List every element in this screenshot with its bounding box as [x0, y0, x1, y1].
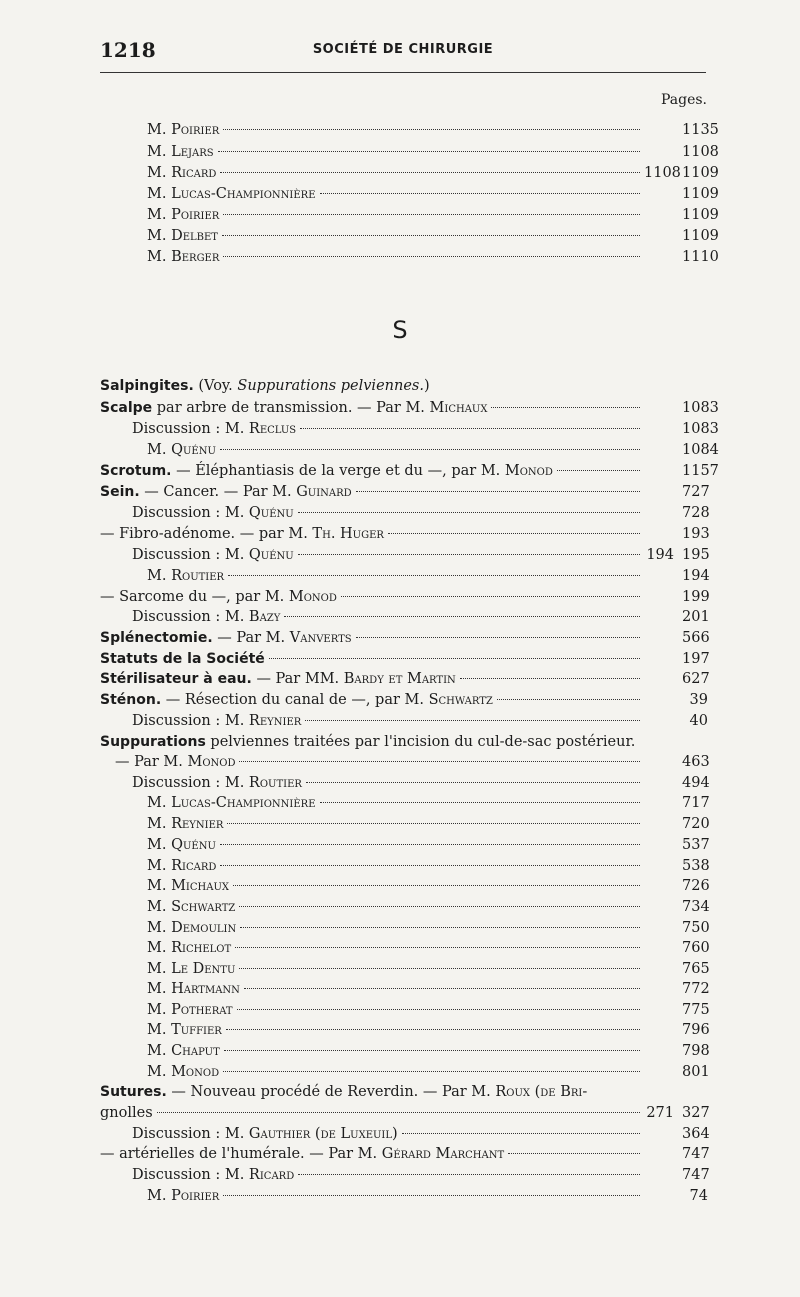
index-entry	[100, 628, 708, 648]
entry-text	[100, 649, 265, 669]
dot-leader	[508, 1153, 640, 1154]
page-ref: 193	[682, 526, 710, 542]
index-entry	[147, 163, 719, 183]
page-references	[644, 752, 708, 772]
entry-text	[147, 1186, 219, 1206]
page-references	[644, 1165, 708, 1185]
page-references	[644, 205, 719, 225]
entry-body: M. Le Dentu	[147, 961, 236, 977]
dot-leader	[237, 1009, 640, 1010]
dot-leader	[320, 193, 641, 194]
dot-leader	[220, 172, 640, 173]
page-references	[644, 419, 719, 439]
entry-body: (Voy.	[193, 378, 238, 394]
index-entry	[100, 376, 708, 396]
page-references	[644, 1186, 708, 1206]
entry-body: — Résection du canal de —, par M. Schwartz	[161, 692, 493, 708]
index-entry	[147, 835, 708, 855]
index-entry	[100, 524, 708, 544]
index-entry	[147, 1000, 708, 1020]
dot-leader	[222, 235, 640, 236]
entry-text	[147, 1062, 219, 1082]
entry-text	[132, 1165, 294, 1185]
page-references	[644, 814, 708, 834]
page-header	[100, 38, 706, 64]
entry-text	[147, 959, 235, 979]
page-ref: 1083	[682, 400, 719, 416]
header-rule	[100, 72, 706, 73]
page-references	[644, 566, 708, 586]
entry-text	[115, 752, 235, 772]
entry-body: M. Ricard	[147, 165, 217, 181]
entry-text	[147, 793, 316, 813]
page-references	[644, 979, 708, 999]
page-ref: 1109	[682, 228, 719, 244]
entry-body: Discussion : M. Reynier	[132, 713, 302, 729]
index-entry	[132, 419, 719, 439]
page-ref: 40	[689, 713, 708, 729]
entry-body: M. Potherat	[147, 1002, 233, 1018]
dot-leader	[491, 407, 640, 408]
dot-leader	[244, 988, 640, 989]
entry-body: M. Delbet	[147, 228, 218, 244]
page-ref: 747	[682, 1167, 710, 1183]
entry-heading: Splénectomie.	[100, 630, 213, 646]
entry-body: — Par M. Vanverts	[212, 630, 352, 646]
index-entry	[100, 690, 708, 710]
entry-text	[132, 1124, 398, 1144]
index-entry	[147, 938, 708, 958]
entry-text	[147, 918, 236, 938]
entry-text	[147, 1041, 220, 1061]
page-references	[644, 163, 719, 183]
dot-leader	[306, 782, 640, 783]
entry-body: M. Poirier	[147, 1188, 220, 1204]
pages-column-label: Pages.	[660, 92, 707, 108]
entry-body: gnolles	[100, 1105, 153, 1121]
page-ref-first: 271	[646, 1105, 674, 1121]
page-ref: 801	[682, 1064, 710, 1080]
page-references	[644, 773, 708, 793]
entry-text	[100, 376, 430, 396]
index-entry	[147, 1062, 708, 1082]
page-ref: 1135	[682, 122, 719, 138]
index-entry	[132, 545, 708, 565]
page-references	[644, 524, 708, 544]
page-ref: 538	[682, 858, 710, 874]
page-references	[644, 226, 719, 246]
index-entry	[115, 752, 708, 772]
dot-leader	[235, 947, 640, 948]
page-references	[644, 120, 719, 140]
index-entry	[100, 649, 708, 669]
page-references	[644, 690, 708, 710]
page-references	[644, 607, 708, 627]
page-ref: 39	[689, 692, 708, 708]
entry-text	[147, 440, 216, 460]
page-ref: 1157	[682, 463, 719, 479]
index-entry	[132, 1165, 708, 1185]
index-entry	[147, 876, 708, 896]
dot-leader	[557, 470, 640, 471]
entry-body: M. Quénu	[147, 837, 216, 853]
page-references	[644, 669, 708, 689]
index-entry	[147, 226, 719, 246]
dot-leader	[224, 1050, 640, 1051]
dot-leader	[388, 533, 640, 534]
page-ref-first: 194	[646, 547, 674, 563]
entry-text	[147, 120, 219, 140]
page-ref: 364	[682, 1126, 710, 1142]
entry-text	[132, 419, 296, 439]
dot-leader	[240, 927, 640, 928]
index-entry	[100, 732, 708, 752]
index-entry	[147, 205, 719, 225]
entry-text	[100, 461, 553, 481]
index-entry	[147, 979, 708, 999]
page-ref: 494	[682, 775, 710, 791]
page-ref: 194	[682, 568, 710, 584]
page-references	[644, 440, 719, 460]
page-references	[644, 856, 708, 876]
page-references	[644, 461, 719, 481]
dot-leader	[305, 720, 640, 721]
entry-text	[100, 524, 384, 544]
page-ref: 199	[682, 589, 710, 605]
dot-leader	[356, 491, 640, 492]
entry-heading: Salpingites.	[100, 378, 194, 394]
entry-text	[132, 773, 302, 793]
page-ref: 1108	[682, 144, 719, 160]
entry-text	[100, 1103, 153, 1123]
entry-heading: Sutures.	[100, 1084, 167, 1100]
page-ref: 463	[682, 754, 710, 770]
index-entry	[147, 440, 719, 460]
entry-body: Discussion : M. Reclus	[132, 421, 297, 437]
index-entry	[100, 1103, 708, 1123]
dot-leader	[220, 449, 640, 450]
page-ref: 1084	[682, 442, 719, 458]
page-ref: 798	[682, 1043, 710, 1059]
entry-text	[132, 503, 294, 523]
dot-leader	[300, 428, 640, 429]
index-entry	[147, 856, 708, 876]
entry-text	[147, 1020, 222, 1040]
entry-body: — Nouveau procédé de Reverdin. — Par M. Roux (de Bri-	[166, 1084, 588, 1100]
index-entry	[147, 1041, 708, 1061]
dot-leader	[298, 1174, 640, 1175]
dot-leader	[223, 129, 640, 130]
page-ref: 734	[682, 899, 710, 915]
entry-text	[100, 1144, 504, 1164]
page-references	[644, 247, 719, 267]
dot-leader	[298, 512, 640, 513]
index-entry	[132, 711, 708, 731]
dot-leader	[218, 151, 640, 152]
entry-text	[100, 690, 493, 710]
page-ref: 195	[682, 547, 710, 563]
entry-text	[132, 711, 301, 731]
entry-text	[100, 398, 487, 418]
page-references	[644, 959, 708, 979]
entry-body: M. Monod	[147, 1064, 220, 1080]
entry-heading: Sténon.	[100, 692, 162, 708]
index-entry	[100, 1082, 708, 1102]
entry-body: M. Ricard	[147, 858, 217, 874]
page-ref: 1109	[682, 207, 719, 223]
page-references	[644, 793, 708, 813]
index-entry	[132, 1124, 708, 1144]
dot-leader	[226, 1029, 640, 1030]
dot-leader	[239, 761, 640, 762]
entry-text	[147, 938, 231, 958]
index-entry	[147, 566, 708, 586]
entry-body: — Fibro-adénome. — par M. Th. Huger	[100, 526, 384, 542]
dot-leader	[233, 885, 640, 886]
entry-text	[132, 545, 294, 565]
entry-text	[147, 205, 219, 225]
page-ref: 201	[682, 609, 710, 625]
entry-text	[147, 835, 216, 855]
index-entry	[132, 607, 708, 627]
dot-leader	[220, 865, 640, 866]
dot-leader	[220, 844, 640, 845]
page-ref: 726	[682, 878, 710, 894]
entry-body: M. Reynier	[147, 816, 224, 832]
index-entry	[147, 120, 719, 140]
entry-text	[147, 1000, 233, 1020]
page-ref: 1109	[682, 165, 719, 181]
entry-body: M. Poirier	[147, 122, 220, 138]
page-references	[644, 503, 708, 523]
dot-leader	[402, 1133, 640, 1134]
page-references	[644, 1000, 708, 1020]
entry-text	[147, 226, 218, 246]
entry-body: M. Lejars	[147, 144, 214, 160]
entry-body: M. Michaux	[147, 878, 230, 894]
section-letter: S	[392, 316, 408, 344]
entry-body: M. Hartmann	[147, 981, 240, 997]
dot-leader	[460, 678, 640, 679]
index-entry	[100, 669, 708, 689]
page-references	[644, 1020, 708, 1040]
page-ref: 627	[682, 671, 710, 687]
index-entry	[147, 959, 708, 979]
entry-text	[147, 247, 219, 267]
index-entry	[147, 247, 719, 267]
dot-leader	[227, 823, 640, 824]
dot-leader	[239, 906, 640, 907]
page-number: 1218	[100, 38, 156, 62]
index-entry	[132, 773, 708, 793]
entry-body: Discussion : M. Ricard	[132, 1167, 295, 1183]
index-entry	[100, 482, 708, 502]
entry-text	[147, 163, 216, 183]
page-ref-first: 1108	[644, 165, 681, 181]
entry-body: — Éléphantiasis de la verge et du —, par M. Monod	[171, 463, 553, 479]
page-ref: 772	[682, 981, 710, 997]
entry-body: Discussion : M. Gauthier (de Luxeuil)	[132, 1126, 398, 1142]
page-references	[644, 1144, 708, 1164]
page-ref: 74	[689, 1188, 708, 1204]
page-references	[644, 938, 708, 958]
entry-text	[147, 876, 229, 896]
entry-body: — Cancer. — Par M. Guinard	[139, 484, 352, 500]
dot-leader	[284, 616, 640, 617]
index-entry	[132, 503, 708, 523]
entry-body: — Par MM. Bardy et Martin	[251, 671, 456, 687]
index-entry	[147, 897, 708, 917]
entry-heading: Scalpe	[100, 400, 153, 416]
dot-leader	[239, 968, 640, 969]
entry-text	[100, 669, 456, 689]
dot-leader	[356, 637, 640, 638]
page-ref: 717	[682, 795, 710, 811]
page-references	[644, 876, 708, 896]
page-references	[644, 897, 708, 917]
page-ref: 747	[682, 1146, 710, 1162]
entry-text	[147, 897, 235, 917]
page-ref: 537	[682, 837, 710, 853]
entry-heading: Statuts de la Société	[100, 651, 265, 667]
page-references	[644, 482, 708, 502]
entry-body: pelviennes traitées par l'incision du cul-de-sac postérieur.	[205, 734, 636, 750]
dot-leader	[223, 1071, 640, 1072]
page-references	[644, 398, 719, 418]
index-entry	[100, 461, 719, 481]
index-entry	[147, 814, 708, 834]
page-ref: 727	[682, 484, 710, 500]
index-entry	[147, 1020, 708, 1040]
dot-leader	[341, 596, 640, 597]
page-references	[644, 587, 708, 607]
entry-heading: Stérilisateur à eau.	[100, 671, 252, 687]
page-ref: 765	[682, 961, 710, 977]
entry-text	[132, 607, 280, 627]
entry-heading: Scrotum.	[100, 463, 172, 479]
index-entry	[147, 918, 708, 938]
dot-leader	[223, 1195, 640, 1196]
index-entry	[147, 793, 708, 813]
entry-body: Discussion : M. Quénu	[132, 547, 294, 563]
entry-heading: Suppurations	[100, 734, 206, 750]
dot-leader	[223, 214, 640, 215]
index-entry	[147, 184, 719, 204]
index-entry	[147, 1186, 708, 1206]
entry-text	[147, 979, 240, 999]
dot-leader	[497, 699, 640, 700]
entry-text	[100, 732, 635, 752]
page-ref: 566	[682, 630, 710, 646]
entry-body: Discussion : M. Routier	[132, 775, 302, 791]
entry-text	[147, 184, 316, 204]
dot-leader	[228, 575, 640, 576]
index-entry	[147, 142, 719, 162]
entry-body: — Par M. Monod	[115, 754, 236, 770]
index-entry	[100, 1144, 708, 1164]
page-ref: 775	[682, 1002, 710, 1018]
entry-body: M. Quénu	[147, 442, 216, 458]
page-ref: 327	[682, 1105, 710, 1121]
entry-text	[100, 1082, 587, 1102]
entry-italic: Suppurations pelviennes.	[237, 378, 424, 394]
page-references	[644, 1103, 708, 1123]
dot-leader	[157, 1112, 640, 1113]
index-entry	[100, 398, 719, 418]
running-title: SOCIÉTÉ DE CHIRURGIE	[312, 42, 494, 57]
entry-body: M. Tuffier	[147, 1022, 222, 1038]
entry-text	[147, 856, 216, 876]
page-ref: 1110	[682, 249, 719, 265]
entry-body: par arbre de transmission. — Par M. Michaux	[152, 400, 488, 416]
entry-body: M. Routier	[147, 568, 225, 584]
entry-body: M. Berger	[147, 249, 220, 265]
page-references	[644, 1041, 708, 1061]
page-ref: 728	[682, 505, 710, 521]
entry-body: M. Lucas-Championnière	[147, 186, 316, 202]
page-ref: 1083	[682, 421, 719, 437]
page-ref: 750	[682, 920, 710, 936]
page-references	[644, 649, 708, 669]
page-ref: 197	[682, 651, 710, 667]
page-references	[644, 628, 708, 648]
dot-leader	[298, 554, 640, 555]
page-references	[644, 835, 708, 855]
entry-text	[100, 628, 352, 648]
entry-body: M. Richelot	[147, 940, 232, 956]
entry-text	[100, 482, 352, 502]
dot-leader	[223, 256, 640, 257]
entry-text	[147, 814, 223, 834]
dot-leader	[320, 802, 641, 803]
page-ref: 796	[682, 1022, 710, 1038]
entry-body: Discussion : M. Bazy	[132, 609, 281, 625]
entry-body: M. Poirier	[147, 207, 220, 223]
page-references	[644, 545, 708, 565]
entry-text	[147, 142, 214, 162]
page-references	[644, 142, 719, 162]
page-ref: 1109	[682, 186, 719, 202]
page-references	[644, 1124, 708, 1144]
entry-body: — artérielles de l'humérale. — Par M. Gérard Marchant	[100, 1146, 505, 1162]
entry-text	[147, 566, 224, 586]
entry-body: M. Schwartz	[147, 899, 236, 915]
entry-heading: Sein.	[100, 484, 140, 500]
entry-body: M. Chaput	[147, 1043, 220, 1059]
page-references	[644, 1062, 708, 1082]
dot-leader	[269, 658, 640, 659]
page-references	[644, 711, 708, 731]
entry-body: M. Lucas-Championnière	[147, 795, 316, 811]
page-ref: 760	[682, 940, 710, 956]
index-entry	[100, 587, 708, 607]
entry-body: Discussion : M. Quénu	[132, 505, 294, 521]
entry-tail: )	[423, 378, 430, 394]
entry-text	[100, 587, 337, 607]
page-ref: 720	[682, 816, 710, 832]
page-references	[644, 184, 719, 204]
page-references	[644, 918, 708, 938]
entry-body: — Sarcome du —, par M. Monod	[100, 589, 337, 605]
entry-body: M. Demoulin	[147, 920, 237, 936]
